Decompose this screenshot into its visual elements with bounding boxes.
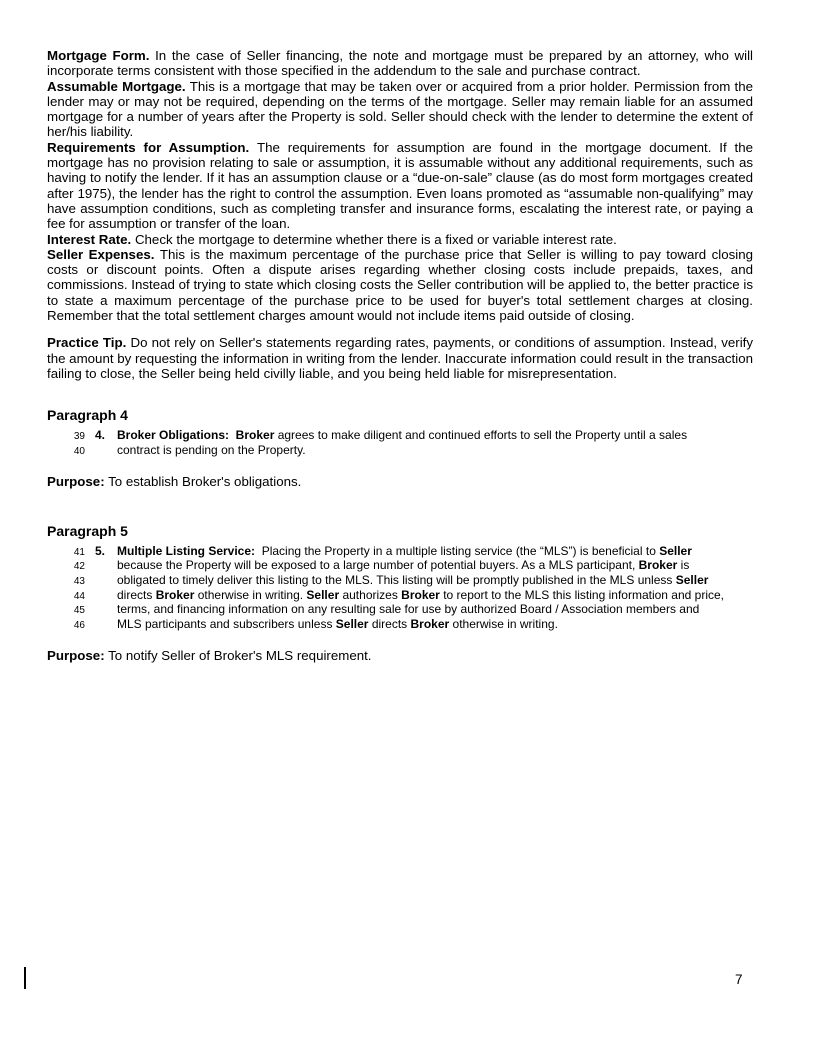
line-text [117, 429, 687, 443]
text-segment: This is the maximum percentage of the purchase price that Seller is willing to pay toward closing costs or discount points. Often a dispute arises regarding whether closing costs include prepaids, taxes, and commissions. Instead of trying to state which closing costs the Seller contribution will be applied to, the better practice is to state a maximum percentage of the purchase price to be used for buyer's total settlement charges at closing. Remember that the total settlement charges amount would not include items paid outside of closing. [47, 246, 753, 324]
text-segment: Broker Obligations: Broker [117, 428, 275, 443]
text-segment: authorizes [339, 587, 402, 602]
text-segment: To establish Broker's obligations. [104, 474, 302, 490]
definition-assumable-mortgage [47, 79, 753, 140]
purpose-paragraph-4 [47, 474, 753, 489]
excerpt-line [47, 574, 753, 589]
line-text [117, 559, 689, 573]
revision-bar [24, 967, 26, 989]
text-segment: Assumable Mortgage. [47, 78, 190, 94]
excerpt-line [47, 545, 753, 560]
text-segment: because the Property will be exposed to a large number of potential buyers. As a MLS participant, [117, 558, 639, 573]
text-segment: Seller [675, 572, 709, 587]
text-segment: Seller [335, 616, 369, 631]
text-segment: Seller [659, 543, 692, 558]
definition-seller-expenses [47, 247, 753, 323]
line-number: 39 [73, 431, 85, 443]
text-segment: Check the mortgage to determine whether there is a fixed or variable interest rate. [134, 231, 617, 247]
excerpt-line [47, 603, 753, 618]
text-segment: directs [117, 587, 156, 602]
line-number: 43 [73, 575, 85, 587]
excerpt-paragraph-5 [47, 545, 753, 633]
line-text [117, 574, 708, 588]
line-number: 44 [73, 590, 85, 602]
excerpt-line [47, 559, 753, 574]
text-segment: Purpose: [47, 474, 105, 490]
practice-tip-paragraph [47, 335, 753, 381]
excerpt-line [47, 444, 753, 459]
excerpt-line [47, 429, 753, 444]
definition-requirements-for-assumption [47, 140, 753, 232]
text-segment: terms, and financing information on any resulting sale for use by authorized Board / Association members and [117, 602, 700, 617]
text-segment: otherwise in writing. [194, 587, 307, 602]
definition-mortgage-form [47, 48, 753, 79]
text-segment: Interest Rate. [47, 231, 135, 247]
line-text [117, 603, 699, 617]
excerpt-line [47, 589, 753, 604]
text-segment: Multiple Listing Service: [117, 543, 256, 558]
text-segment: MLS participants and subscribers unless [117, 616, 336, 631]
line-text [117, 618, 558, 632]
text-segment: contract is pending on the Property. [117, 442, 306, 457]
text-segment: Seller [306, 587, 340, 602]
text-segment: Purpose: [47, 648, 105, 664]
line-text [117, 444, 306, 458]
excerpt-line [47, 618, 753, 633]
page-number: 7 [735, 972, 743, 987]
text-segment: The requirements for assumption are found in the mortgage document. If the mortgage has no provision relating to sale or assumption, it is assumable without any additional requirements, such as having to notify the lender. If it has an assumption clause or a “due-on-sale” clause (as do most form mortgages created after 1975), the lender has the right to control the assumption. Even loans promoted as “assumable non-qualifying” may have assumption conditions, such as completing transfer and insurance forms, escalating the interest rate, or paying a fee for assumption or transfer of the loan. [47, 139, 753, 232]
text-segment: Broker [155, 587, 195, 602]
text-segment: directs [368, 616, 411, 631]
text-segment: is [677, 558, 690, 573]
text-segment: Broker [410, 616, 450, 631]
text-segment: obligated to timely deliver this listing to the MLS. This listing will be promptly published in the MLS unless [117, 572, 676, 587]
text-segment: Seller Expenses. [47, 246, 160, 262]
text-segment: Requirements for Assumption. [47, 139, 258, 155]
text-segment: Practice Tip. [47, 335, 131, 351]
text-segment: In the case of Seller financing, the note and mortgage must be prepared by an attorney, who will incorporate terms consistent with those specified in the addendum to the sale and purchase contract. [47, 48, 753, 79]
line-number: 46 [73, 619, 85, 631]
line-number: 45 [73, 605, 85, 617]
line-text [117, 589, 724, 603]
text-segment: Do not rely on Seller's statements regarding rates, payments, or conditions of assumption. Instead, verify the amount by requesting the information in writing from the lender. Inaccurate information could result in the transaction failing to close, the Seller being held civilly liable, and you being held liable for misrepresentation. [47, 335, 753, 381]
line-number: 40 [73, 445, 85, 457]
line-text [117, 545, 692, 559]
section-heading-paragraph-5: Paragraph 5 [47, 522, 128, 539]
text-segment: Broker [401, 587, 440, 602]
excerpt-paragraph-4 [47, 429, 753, 458]
text-segment: Broker [638, 558, 678, 573]
text-segment: Mortgage Form. [47, 48, 156, 63]
text-segment: Placing the Property in a multiple listing service (the “MLS”) is beneficial to [255, 543, 660, 558]
line-number: 42 [73, 561, 85, 573]
section-heading-paragraph-4: Paragraph 4 [47, 407, 128, 424]
text-segment: to report to the MLS this listing information and price, [439, 587, 724, 602]
purpose-paragraph-5 [47, 648, 753, 663]
text-segment: This is a mortgage that may be taken over or acquired from a prior holder. Permission from the lender may or may not be required, depending on the terms of the mortgage. Seller may remain liable for an assumed mortgage for a number of years after the Property is sold. Seller should check with the lender to determine the extent of her/his liability. [47, 78, 753, 140]
definition-interest-rate [47, 232, 753, 247]
line-number: 41 [73, 546, 85, 558]
text-segment: agrees to make diligent and continued efforts to sell the Property until a sales [274, 428, 688, 443]
text-segment: To notify Seller of Broker's MLS requirement. [104, 648, 372, 664]
text-segment: otherwise in writing. [449, 616, 558, 631]
item-number: 4. [95, 428, 106, 443]
item-number: 5. [95, 543, 106, 558]
